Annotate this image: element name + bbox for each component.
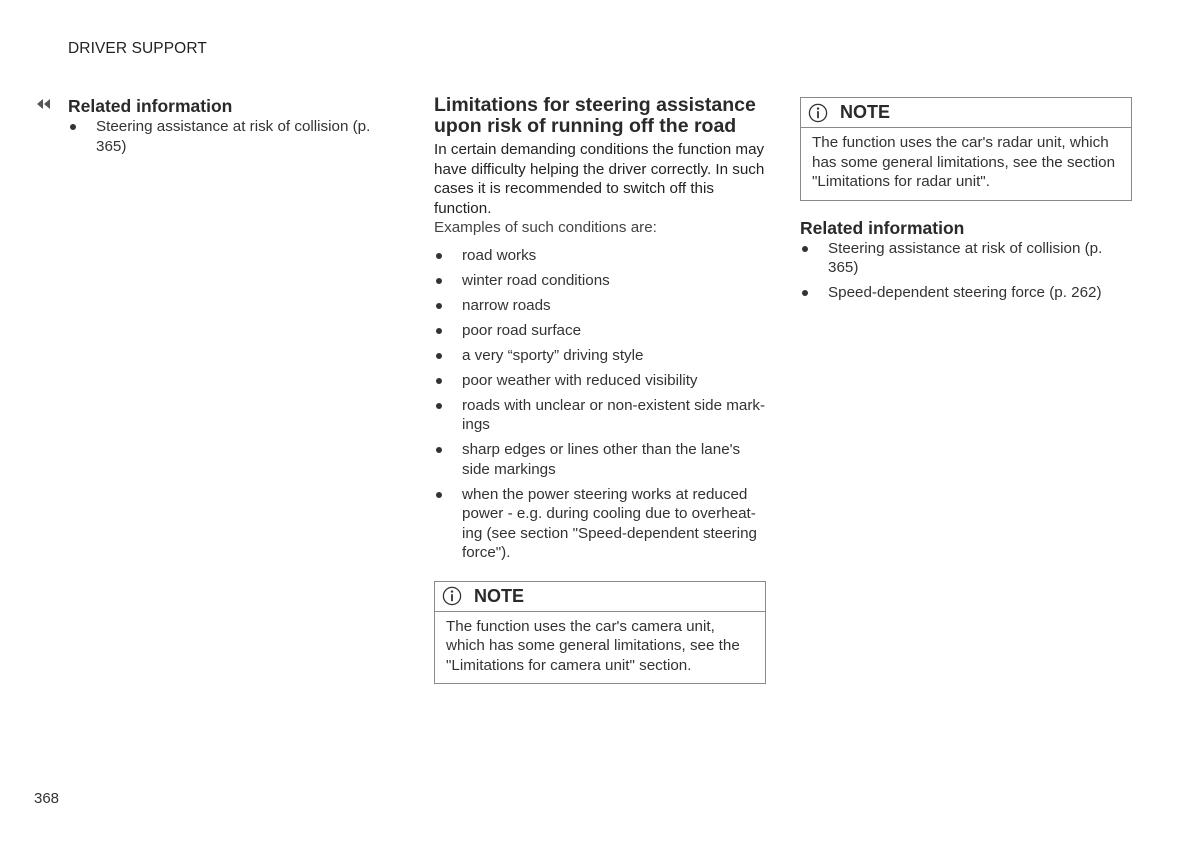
list-item-text: road works <box>462 246 537 264</box>
column-middle <box>434 95 766 684</box>
note-body: The function uses the car's radar unit, which has some general limitations, see the section "Limitations for radar unit". <box>812 134 1116 190</box>
list-item <box>434 396 766 435</box>
related-link[interactable] <box>800 283 1132 303</box>
note-title: NOTE <box>840 102 891 122</box>
related-info-list <box>800 239 1132 303</box>
list-item-text: poor road surface <box>462 321 582 339</box>
note-header <box>801 98 1131 128</box>
info-circle-icon <box>808 103 828 123</box>
bullet-icon <box>436 303 442 309</box>
list-item <box>434 271 766 291</box>
conditions-list <box>434 246 766 563</box>
back-arrows-icon[interactable] <box>34 96 54 112</box>
bullet-icon <box>436 492 442 498</box>
bullet-icon <box>802 290 808 296</box>
related-info-heading: Related information <box>800 217 965 238</box>
related-link-text: Steering assistance at risk of collision (p. 365) <box>96 118 371 155</box>
intro-paragraph: In certain demanding conditions the function may have difficulty helping the driver correctly. In such cases it is recommended to switch off this function. <box>434 141 765 217</box>
note-body: The function uses the car's camera unit, which has some general limitations, see the "Limitations for camera unit" section. <box>446 617 740 674</box>
related-link-text: Speed-dependent steering force (p. 262) <box>828 284 1102 301</box>
bullet-icon <box>436 353 442 359</box>
list-item <box>434 321 766 341</box>
related-link[interactable] <box>68 117 374 156</box>
column-left <box>34 95 374 156</box>
list-item-text: narrow roads <box>462 296 551 314</box>
list-item <box>434 346 766 366</box>
list-item-text: a very “sporty” driving style <box>462 346 644 364</box>
info-circle-icon <box>442 586 462 606</box>
note-box-radar <box>800 97 1132 201</box>
bullet-icon <box>436 447 442 453</box>
related-link[interactable] <box>800 239 1132 278</box>
page-number: 368 <box>34 790 60 807</box>
bullet-icon <box>802 246 808 252</box>
note-box-camera <box>434 581 766 685</box>
bullet-icon <box>436 278 442 284</box>
bullet-icon <box>436 253 442 259</box>
related-info-list <box>34 117 374 156</box>
note-title: NOTE <box>474 585 525 606</box>
bullet-icon <box>436 328 442 334</box>
list-item <box>434 296 766 316</box>
column-right <box>800 97 1132 308</box>
list-item-text: poor weather with reduced visibility <box>462 371 698 389</box>
list-item <box>434 485 766 563</box>
related-info-header <box>34 95 374 117</box>
list-item <box>434 440 766 479</box>
related-link-text: Steering assistance at risk of collision (p. 365) <box>828 239 1103 276</box>
bullet-icon <box>70 124 76 130</box>
list-item <box>434 371 766 391</box>
bullet-icon <box>436 378 442 384</box>
list-item <box>434 246 766 266</box>
note-header <box>435 582 765 612</box>
section-header: DRIVER SUPPORT <box>68 40 207 57</box>
list-item-text: winter road conditions <box>462 271 610 289</box>
related-info-heading: Related information <box>68 96 233 116</box>
list-item-text: roads with unclear or non-existent side mark-ings <box>462 396 766 433</box>
examples-label: Examples of such conditions are: <box>434 219 657 236</box>
list-item-text: sharp edges or lines other than the lane's side markings <box>462 441 741 478</box>
list-item-text: when the power steering works at reduced power - e.g. during cooling due to overheat-ing (see section "Speed-dependent steering force"). <box>462 485 757 561</box>
section-title: Limitations for steering assistance upon risk of running off the road <box>434 94 756 137</box>
bullet-icon <box>436 403 442 409</box>
